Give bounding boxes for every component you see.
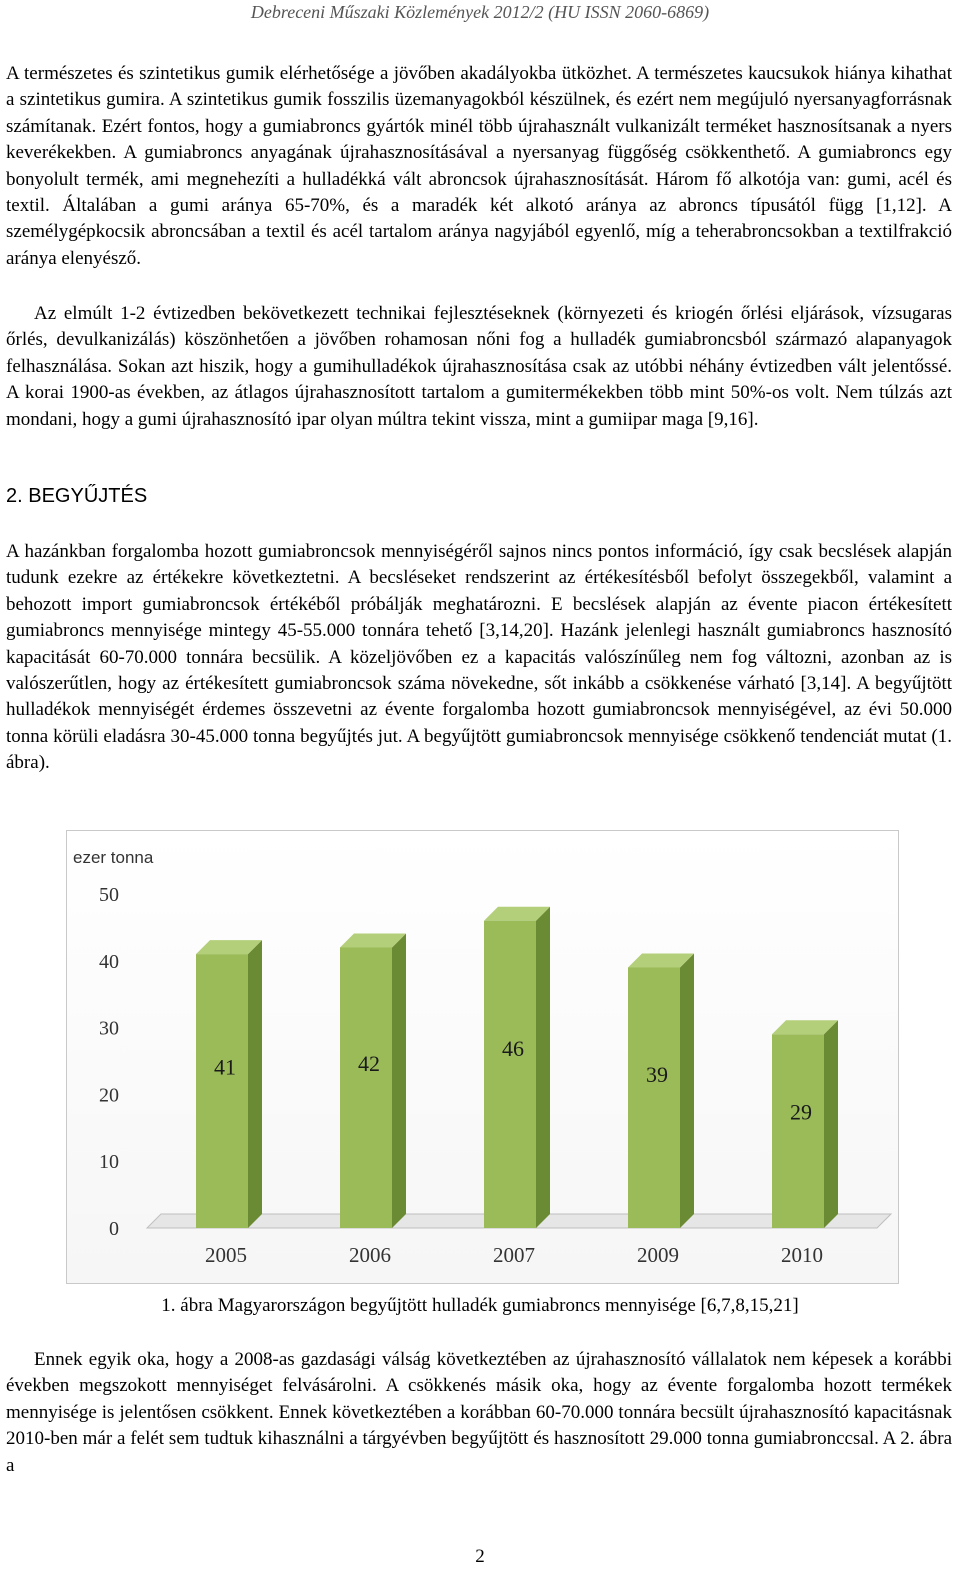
bar-value-label: 41 [214,1054,236,1080]
x-tick-label: 2007 [493,1243,535,1267]
x-tick-label: 2005 [205,1243,247,1267]
bar-side [536,907,550,1228]
y-tick-label: 0 [109,1218,119,1240]
y-tick-label: 40 [99,950,119,973]
paragraph-1: A természetes és szintetikus gumik elérhetősége a jövőben akadályokba ütközhet. A természetes kaucsukok hiánya kihathat a szintetikus gumira. A szintetikus gumik fosszilis üzemanyagokból készülnek, és ezért nem megújuló nyersanyagforrásnak számítanak. Ezért fontos, hogy a gumiabroncs gyártók minél több újrahasznált vulkanizált terméket hasznosítsanak a nyers keverékekben. A gumiabroncs anyagának újrahasznosításával a nyersanyag függőség csökkenthető. A gumiabroncs egy bonyolult termék, ami megnehezíti a hulladékká vált abroncsok újrahasznosítását. Három fő alkotója van: gumi, acél és textil. Általában a gumi aránya 65-70%, és a maradék két alkotó aránya az abroncs típusától függ [1,12]. A személygépkocsik abroncsában a textil és acél tartalom aránya nagyjából egyenlő, míg a teherabroncsokban a textilfrakció aránya elenyésző. [6,63,952,269]
bar-side [248,940,262,1228]
bar-value-label: 46 [502,1035,524,1061]
y-axis-label: ezer tonna [73,848,154,867]
bar [628,967,680,1228]
journal-header: Debreceni Műszaki Közlemények 2012/2 (HU ISSN 2060-6869) [250,2,710,22]
x-tick-label: 2006 [349,1243,391,1267]
bar-side [824,1020,838,1228]
bar-value-label: 42 [358,1050,380,1076]
y-tick-label: 10 [99,1151,119,1174]
bar-chart [67,831,898,1283]
bar-value-label: 29 [790,1099,812,1125]
x-tick-label: 2010 [781,1243,823,1267]
paragraph-4: Ennek egyik oka, hogy a 2008-as gazdasági válság következtében az újrahasznosító vállalatok nem képesek a korábbi években megszokott mennyiséget felvásárolni. A csökkenés másik oka, hogy az évente forgalomba hozott termékek mennyisége is jelentősen csökkent. Ennek következtében a korábban 60-70.000 tonnára becsült újrahasznosító kapacitásnak 2010-ben már a felét sem tudtuk kihasználni a tárgyévben begyűjtött és hasznosított 29.000 tonna gumiabronccsal. A 2. ábra a [6,1349,952,1476]
figure-1-chart [66,830,899,1284]
bar [772,1034,824,1228]
section-heading: 2. BEGYŰJTÉS [6,485,148,507]
y-tick-label: 50 [99,884,119,906]
paragraph-3: A hazánkban forgalomba hozott gumiabroncsok mennyiségéről sajnos nincs pontos információ, így csak becslések alapján tudunk ezekre az értékekre következtetni. A becsléseket rendszerint az értékesítésből befolyt összegekből, valamint a behozott import gumiabroncsok értékéből próbálják meghatározni. E becslések alapján az évente piacon értékesített gumiabroncs mennyisége mintegy 45-55.000 tonnára tehető [3,14,20]. Hazánk jelenlegi használt gumiabroncs hasznosító kapacitását 60-70.000 tonnára becsülik. A közeljövőben ez a kapacitás valószínűleg nem fog változni, azonban az is valószerűtlen, hogy az értékesített gumiabroncsok száma növekedne, sőt inkább a csökkenése várható [3,14]. A begyűjtött hulladékok mennyiségét érdemes összevetni az évente forgalomba hozott gumiabroncsok mennyiségével, az évi 50.000 tonna körüli eladásra 30-45.000 tonna begyűjtés jut. A begyűjtött gumiabroncsok mennyisége csökkenő tendenciát mutat (1. ábra). [6,541,952,774]
bar [196,954,248,1228]
bar-side [680,953,694,1228]
bar [484,921,536,1228]
figure-caption: 1. ábra Magyarországon begyűjtött hulladék gumiabroncs mennyisége [6,7,8,15,21] [161,1295,799,1316]
y-tick-label: 30 [99,1017,119,1040]
paragraph-2: Az elmúlt 1-2 évtizedben bekövetkezett technikai fejlesztéseknek (környezeti és kriogén őrlési eljárások, vízsugaras őrlés, devulkanizálás) köszönhetően a jövőben rohamosan nőni fog a hulladék gumiabroncsból származó alapanyagok felhasználása. Sokan azt hiszik, hogy a gumihulladékok újrahasznosítása csak az utóbbi néhány évtizedben vált jelentőssé. A korai 1900-as években, az átlagos újrahasznosított tartalom a gumitermékekben több mint 50%-os volt. Nem túlzás azt mondani, hogy a gumi újrahasznosító ipar olyan múltra tekint vissza, mint a gumiipar maga [9,16]. [6,303,952,430]
bar-side [392,933,406,1228]
x-tick-label: 2009 [637,1243,679,1267]
bar [340,947,392,1228]
bar-value-label: 39 [646,1062,668,1088]
page-number: 2 [475,1546,485,1567]
y-tick-label: 20 [99,1084,119,1107]
